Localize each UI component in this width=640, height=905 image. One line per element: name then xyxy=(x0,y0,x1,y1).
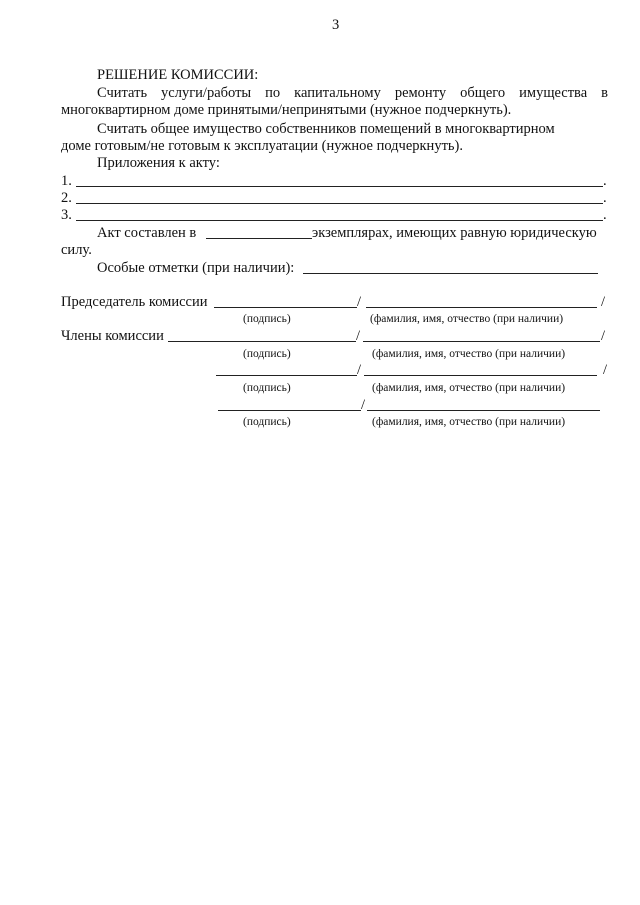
members-label: Члены комиссии xyxy=(61,328,164,344)
slash: / xyxy=(356,328,361,344)
chairman-label: Председатель комиссии xyxy=(61,294,208,310)
decision-heading: РЕШЕНИЕ КОМИССИИ: xyxy=(97,67,259,83)
name-caption: (фамилия, имя, отчество (при наличии) xyxy=(370,313,564,325)
act-copies-blank xyxy=(206,238,312,239)
act-copies-suffix: экземплярах, имеющих равную юридическую xyxy=(312,225,597,241)
slash: / xyxy=(361,397,366,413)
member-name-line xyxy=(364,375,597,376)
attachment-end: . xyxy=(603,190,607,206)
member-signature-line xyxy=(216,375,357,376)
decision-paragraph-1-line-2: многоквартирном доме принятыми/непринятыми (нужное подчеркнуть). xyxy=(61,102,512,118)
page-number: 3 xyxy=(332,17,340,33)
member-signature-line xyxy=(218,410,361,411)
name-caption: (фамилия, имя, отчество (при наличии) xyxy=(372,382,566,394)
attachment-line xyxy=(76,203,603,204)
decision-paragraph-2-line-1: Считать общее имущество собственников помещений в многоквартирном xyxy=(97,121,555,137)
special-notes-label: Особые отметки (при наличии): xyxy=(97,260,295,276)
member-name-line xyxy=(367,410,600,411)
decision-paragraph-1-line-1: Считать услуги/работы по капитальному ремонту общего имущества в xyxy=(97,85,608,101)
chairman-name-line xyxy=(366,307,597,308)
attachment-line xyxy=(76,220,603,221)
slash: / xyxy=(603,362,608,378)
slash: / xyxy=(601,294,606,310)
slash: / xyxy=(357,294,362,310)
chairman-signature-line xyxy=(214,307,357,308)
attachment-number: 1. xyxy=(61,173,72,189)
attachment-end: . xyxy=(603,207,607,223)
signature-caption: (подпись) xyxy=(243,416,291,428)
attachment-number: 2. xyxy=(61,190,72,206)
attachment-number: 3. xyxy=(61,207,72,223)
attachment-end: . xyxy=(603,173,607,189)
name-caption: (фамилия, имя, отчество (при наличии) xyxy=(372,416,566,428)
attachment-line xyxy=(76,186,603,187)
attachments-label: Приложения к акту: xyxy=(97,155,220,171)
slash: / xyxy=(601,328,606,344)
name-caption: (фамилия, имя, отчество (при наличии) xyxy=(372,348,566,360)
member-signature-line xyxy=(168,341,356,342)
signature-caption: (подпись) xyxy=(243,382,291,394)
special-notes-blank xyxy=(303,273,598,274)
signature-caption: (подпись) xyxy=(243,348,291,360)
member-name-line xyxy=(363,341,600,342)
act-copies-line-2: силу. xyxy=(61,242,92,258)
act-copies-prefix: Акт составлен в xyxy=(97,225,197,241)
slash: / xyxy=(357,362,362,378)
decision-paragraph-2-line-2: доме готовым/не готовым к эксплуатации (нужное подчеркнуть). xyxy=(61,138,463,154)
signature-caption: (подпись) xyxy=(243,313,291,325)
